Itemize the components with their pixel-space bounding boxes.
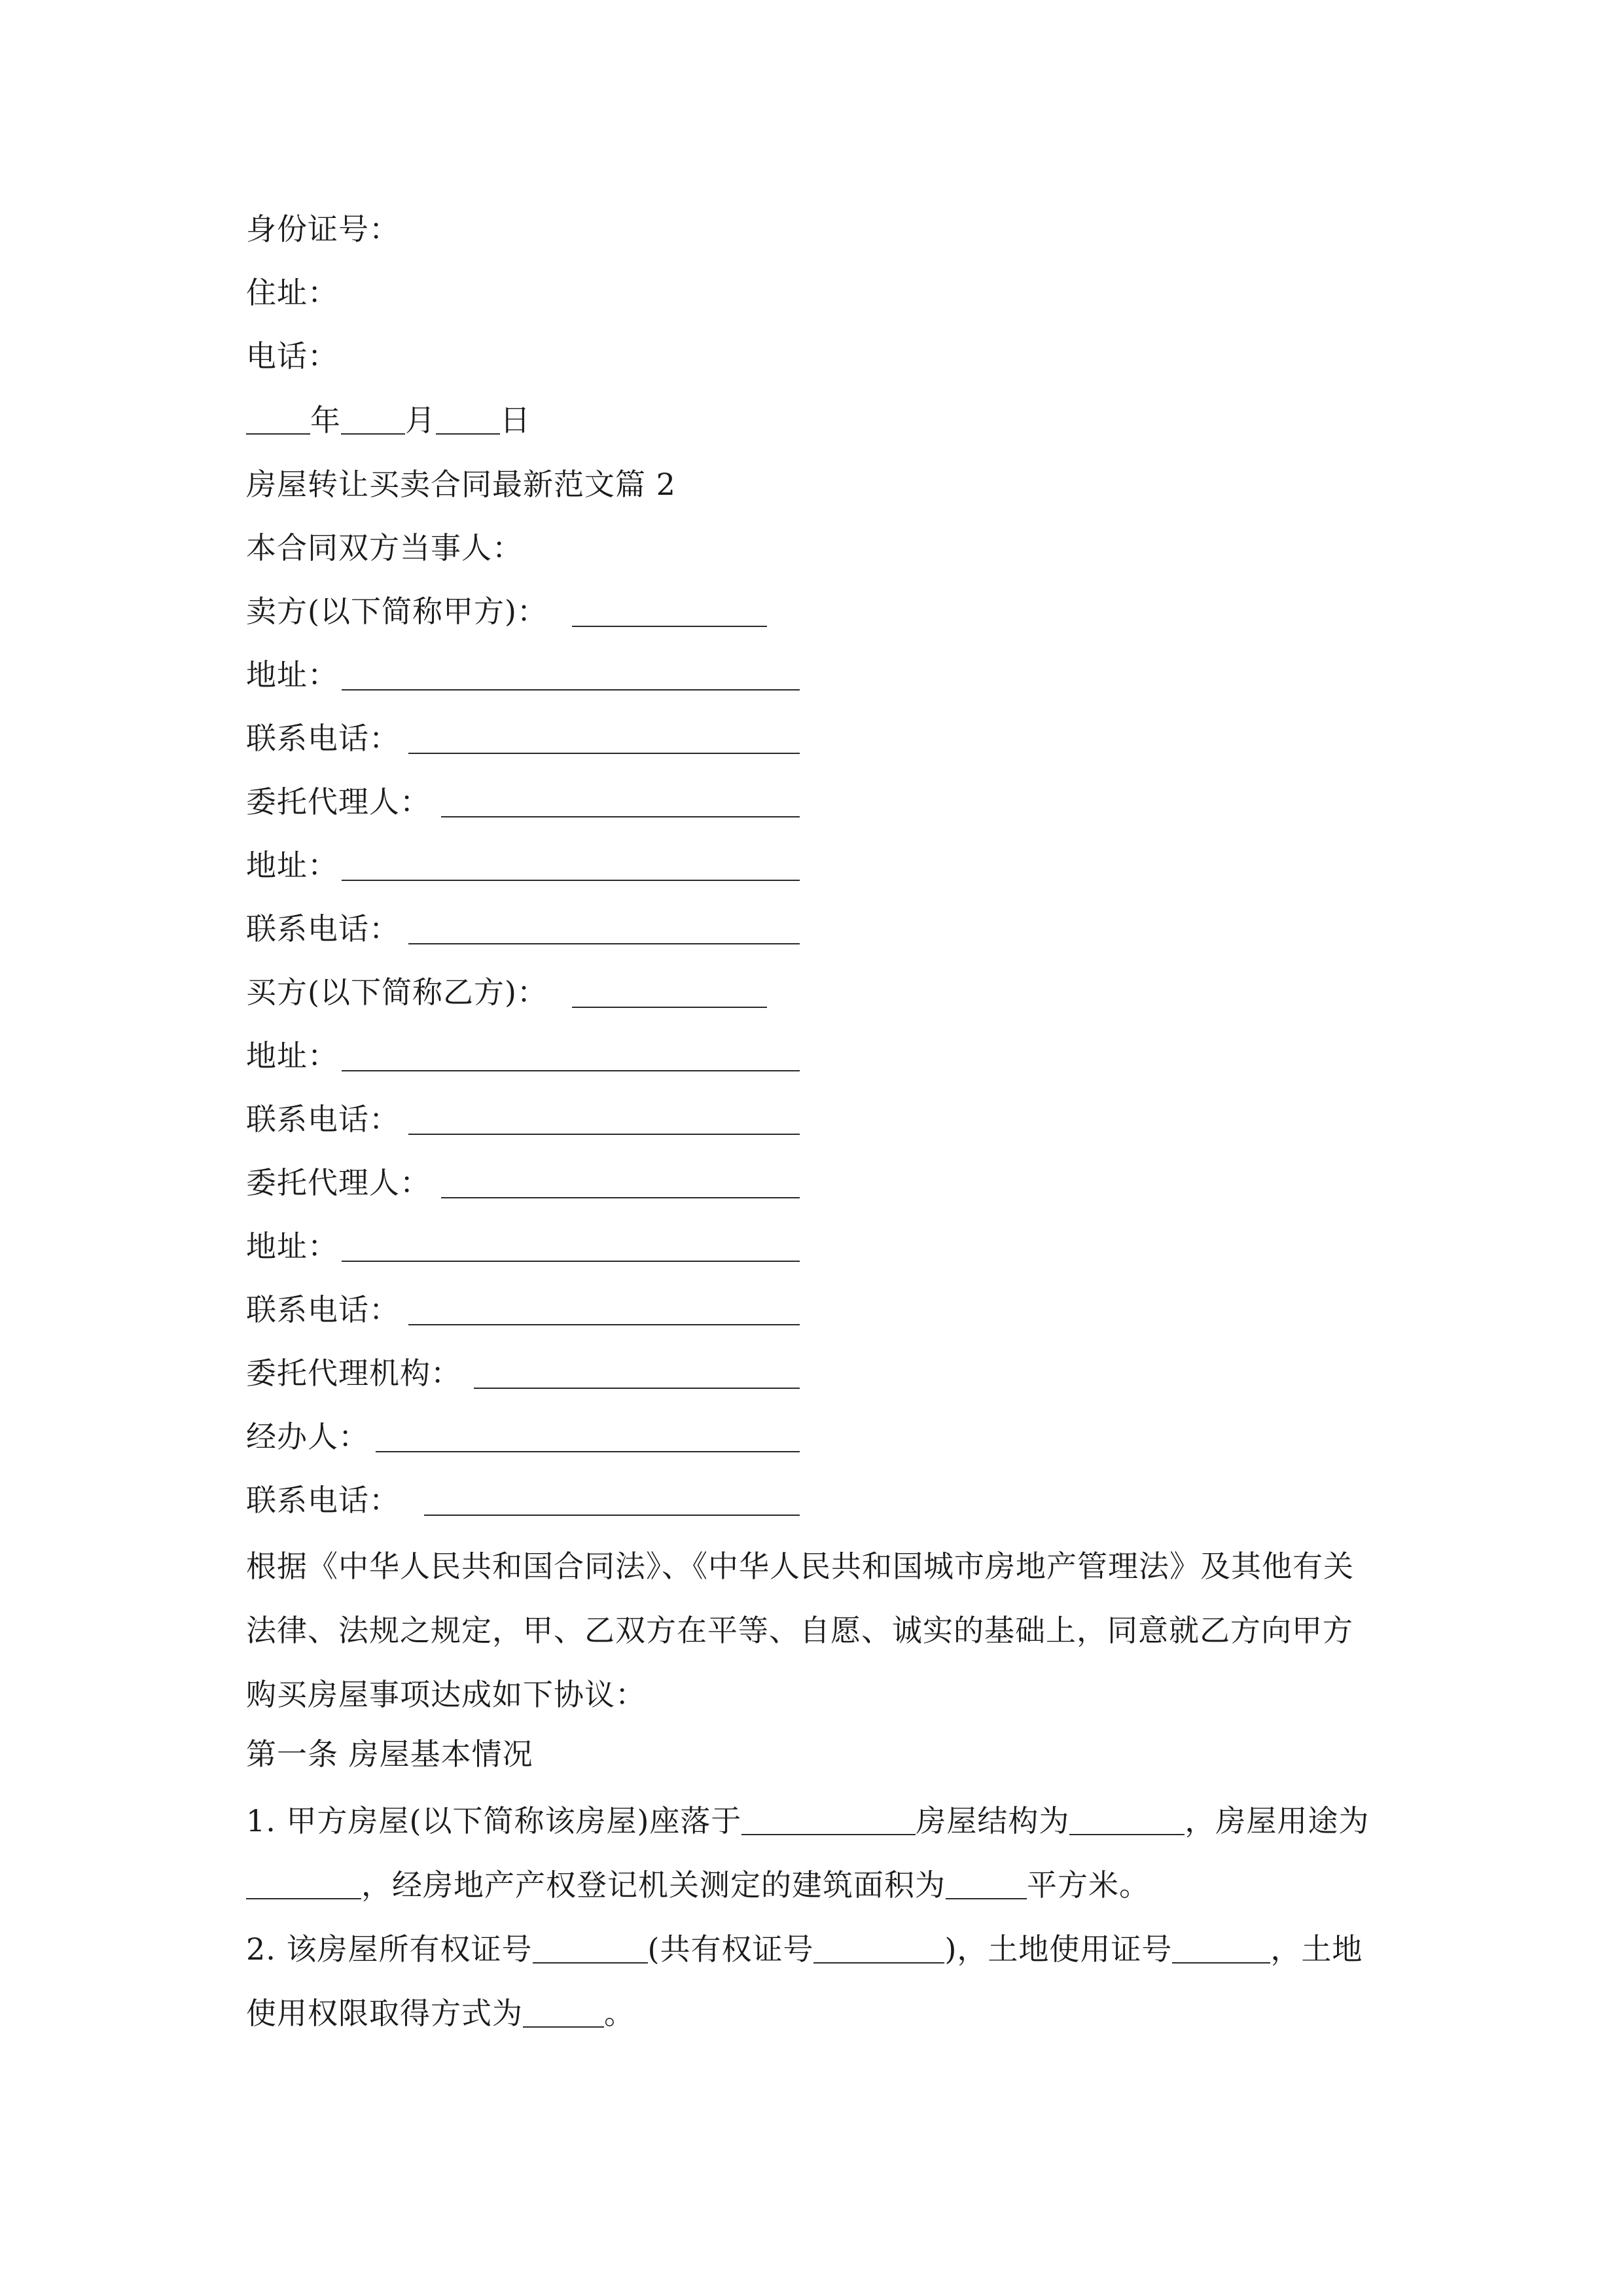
seller-agent-phone-label: 联系电话： bbox=[246, 911, 400, 946]
month-label: 月 bbox=[405, 403, 436, 438]
day-label: 日 bbox=[500, 403, 531, 438]
agency-phone-label: 联系电话： bbox=[246, 1482, 400, 1518]
article1-item2 bbox=[246, 1917, 1378, 2045]
buyer-blank[interactable] bbox=[572, 1007, 767, 1008]
agency-line bbox=[246, 1347, 461, 1399]
article1-title: 第一条 房屋基本情况 bbox=[246, 1736, 533, 1772]
handler-label: 经办人： bbox=[246, 1419, 369, 1454]
seller-address-line bbox=[246, 649, 338, 701]
item1-part-d: ，经房地产产权登记机关测定的建筑面积为 bbox=[361, 1867, 946, 1903]
agency-label: 委托代理机构： bbox=[246, 1355, 461, 1391]
seller-phone-line bbox=[246, 712, 400, 764]
seller-label: 卖方(以下简称甲方)： bbox=[246, 594, 548, 629]
id-number-label: 身份证号： bbox=[246, 211, 400, 247]
year-label: 年 bbox=[310, 403, 341, 438]
buyer-agent-phone-label: 联系电话： bbox=[246, 1292, 400, 1327]
buyer-label: 买方(以下简称乙方)： bbox=[246, 975, 548, 1010]
co-ownership-cert-blank[interactable] bbox=[813, 1929, 944, 1964]
buyer-agent-line bbox=[246, 1157, 431, 1209]
buyer-agent-blank[interactable] bbox=[441, 1197, 800, 1198]
buyer-agent-label: 委托代理人： bbox=[246, 1165, 431, 1200]
item1-part-c: ，房屋用途为 bbox=[1185, 1803, 1370, 1839]
preamble-paragraph: 根据《中华人民共和国合同法》、《中华人民共和国城市房地产管理法》及其他有关法律、法规之规定，甲、乙双方在平等、自愿、诚实的基础上，同意就乙方向甲方购买房屋事项达成如下协议： bbox=[246, 1549, 1354, 1712]
day-blank[interactable] bbox=[436, 401, 500, 435]
item2-part-e: 。 bbox=[604, 1996, 635, 2031]
structure-blank[interactable] bbox=[1069, 1801, 1185, 1835]
buyer-agent-address-label: 地址： bbox=[246, 1229, 338, 1264]
item1-part-e: 平方米。 bbox=[1027, 1867, 1150, 1903]
land-acquisition-blank[interactable] bbox=[523, 1994, 604, 2028]
location-blank[interactable] bbox=[741, 1801, 916, 1835]
seller-agent-address-blank[interactable] bbox=[342, 880, 800, 881]
seller-line bbox=[246, 585, 548, 637]
item2-part-a: 2. 该房屋所有权证号 bbox=[246, 1931, 533, 1967]
seller-phone-blank[interactable] bbox=[408, 753, 800, 754]
item1-part-b: 房屋结构为 bbox=[916, 1803, 1070, 1839]
handler-line bbox=[246, 1410, 369, 1463]
seller-agent-label: 委托代理人： bbox=[246, 784, 431, 819]
buyer-agent-address-line bbox=[246, 1220, 338, 1272]
phone-label: 电话： bbox=[246, 338, 338, 374]
seller-phone-label: 联系电话： bbox=[246, 721, 400, 756]
area-blank[interactable] bbox=[946, 1865, 1027, 1899]
item1-part-a: 1. 甲方房屋(以下简称该房屋)座落于 bbox=[246, 1803, 742, 1839]
buyer-agent-phone-line bbox=[246, 1283, 400, 1336]
handler-blank[interactable] bbox=[376, 1451, 800, 1452]
buyer-line bbox=[246, 966, 548, 1018]
buyer-address-blank[interactable] bbox=[342, 1070, 800, 1071]
seller-agent-blank[interactable] bbox=[441, 816, 800, 817]
seller-blank[interactable] bbox=[572, 626, 767, 627]
buyer-agent-phone-blank[interactable] bbox=[408, 1324, 800, 1325]
seller-agent-phone-line bbox=[246, 903, 400, 955]
date-line bbox=[246, 394, 531, 446]
buyer-agent-address-blank[interactable] bbox=[342, 1261, 800, 1262]
seller-agent-address-label: 地址： bbox=[246, 848, 338, 883]
ownership-cert-blank[interactable] bbox=[533, 1929, 648, 1964]
address-label: 住址： bbox=[246, 275, 338, 310]
seller-agent-line bbox=[246, 776, 431, 828]
section-title: 房屋转让买卖合同最新范文篇 2 bbox=[246, 467, 676, 502]
usage-blank[interactable] bbox=[246, 1865, 361, 1899]
buyer-address-label: 地址： bbox=[246, 1038, 338, 1073]
agency-phone-blank[interactable] bbox=[424, 1515, 800, 1516]
seller-agent-phone-blank[interactable] bbox=[408, 943, 800, 944]
agency-phone-line bbox=[246, 1474, 400, 1526]
month-blank[interactable] bbox=[341, 401, 405, 435]
article1-item1 bbox=[246, 1789, 1378, 1917]
buyer-phone-label: 联系电话： bbox=[246, 1102, 400, 1137]
buyer-address-line bbox=[246, 1030, 338, 1082]
parties-intro: 本合同双方当事人： bbox=[246, 530, 523, 565]
seller-address-blank[interactable] bbox=[342, 689, 800, 691]
agency-blank[interactable] bbox=[474, 1388, 800, 1389]
item2-part-d: ，土地使用权限取得方式为 bbox=[246, 1931, 1363, 2031]
land-cert-blank[interactable] bbox=[1172, 1929, 1270, 1964]
item2-part-b: (共有权证号 bbox=[647, 1931, 814, 1967]
item2-part-c: )，土地使用证号 bbox=[944, 1931, 1173, 1967]
year-blank[interactable] bbox=[246, 401, 310, 435]
seller-agent-address-line bbox=[246, 839, 338, 891]
buyer-phone-blank[interactable] bbox=[408, 1134, 800, 1135]
seller-address-label: 地址： bbox=[246, 657, 338, 692]
buyer-phone-line bbox=[246, 1093, 400, 1145]
